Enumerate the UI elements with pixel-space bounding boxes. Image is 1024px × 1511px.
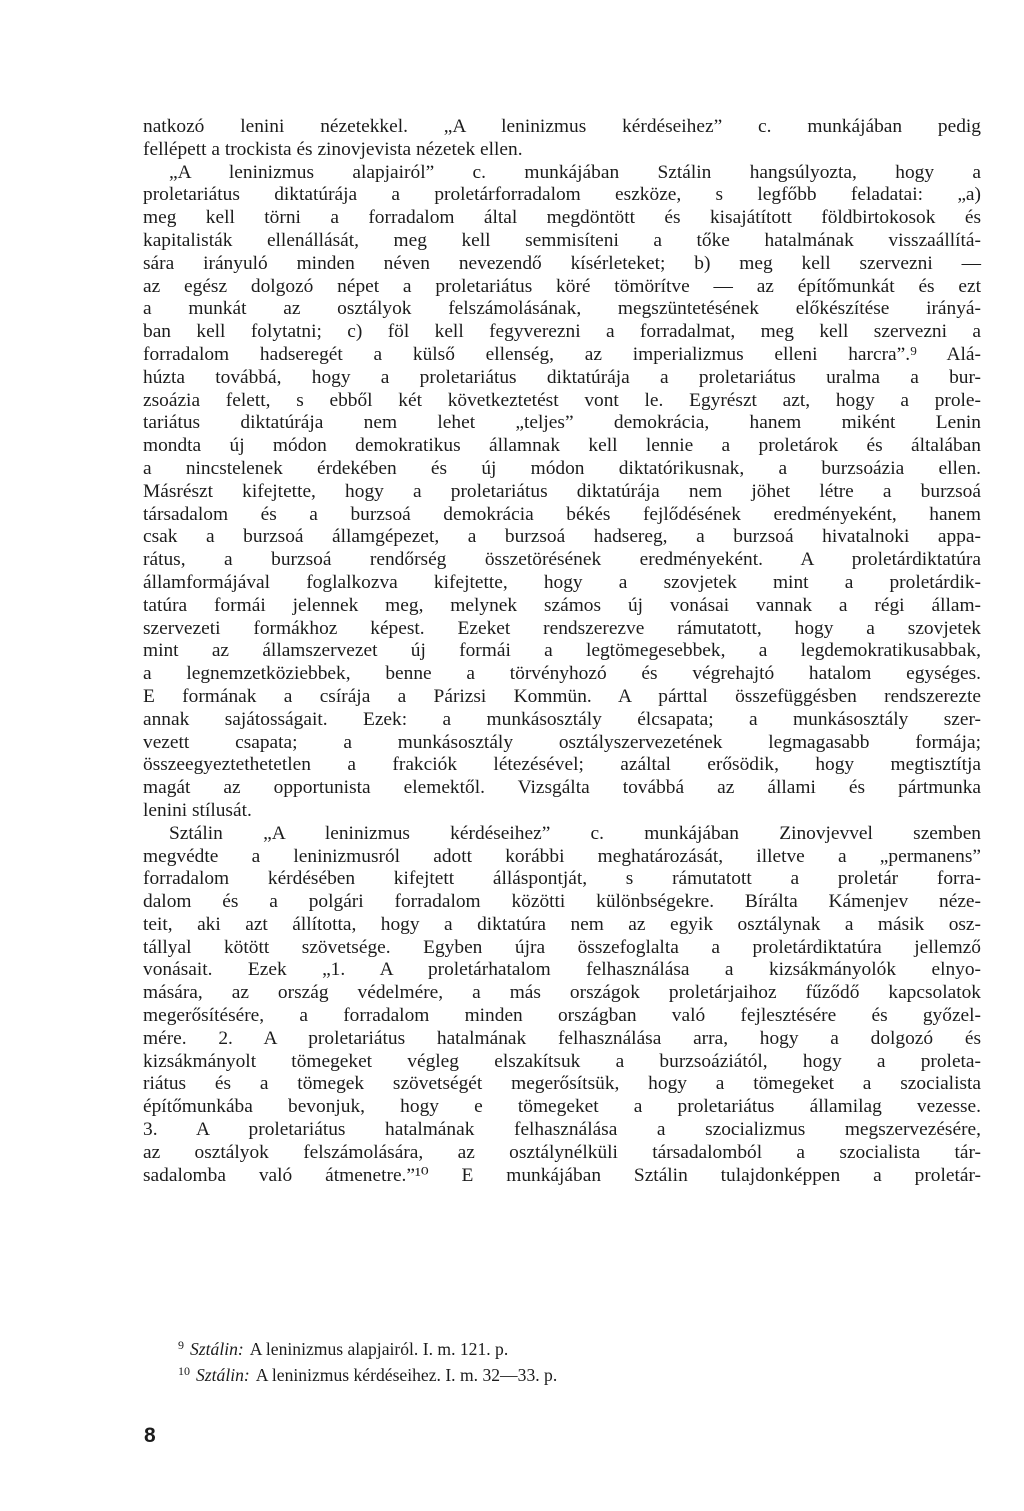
text-line: tatúra formái jelennek meg, melynek számos új vonásai vannak a régi állam- [143, 594, 981, 616]
footnote [178, 1361, 878, 1387]
text-line: proletariátus diktatúrája a proletárforradalom eszköze, s legfőbb feladatai: „a) [143, 184, 981, 206]
text-line: kapitalisták ellenállását, meg kell semmisíteni a tőke hatalmának visszaállítá- [143, 229, 981, 251]
text-line: „A leninizmus alapjairól” c. munkájában Sztálin hangsúlyozta, hogy a [169, 161, 981, 183]
text-line: ban kell folytatni; c) föl kell fegyverezni a forradalmat, meg kell szervezni a [143, 321, 981, 343]
text-line: a munkát az osztályok felszámolásának, megszüntetésének előkészítése irányá- [143, 298, 981, 320]
text-line: vonásait. Ezek „1. A proletárhatalom felhasználása a kizsákmányolók elnyo- [143, 959, 981, 981]
text-line: sára irányuló minden néven nevezendő kísérleteket; b) meg kell szervezni — [143, 252, 981, 274]
text-line: társadalom és a burzsoá demokrácia békés fejlődésének eredményeként, hanem [143, 503, 981, 525]
text-line: lenini stílusát. [143, 799, 252, 821]
footnote-number: 10 [178, 1363, 190, 1378]
footnote-text: A leninizmus alapjairól. I. m. 121. p. [249, 1339, 509, 1359]
text-line: tállyal kötött szövetsége. Egyben újra összefoglalta a proletárdiktatúra jellemző [143, 936, 981, 958]
text-line: csak a burzsoá államgépezet, a burzsoá hadsereg, a burzsoá hivatalnoki appa- [143, 526, 981, 548]
text-line: mére. 2. A proletariátus hatalmának felhasználása arra, hogy a dolgozó és [143, 1027, 981, 1049]
text-line: mására, az ország védelmére, a más országok proletárjaihoz fűződő kapcsolatok [143, 982, 981, 1004]
text-line: tariátus diktatúrája nem lehet „teljes” demokrácia, hanem miként Lenin [143, 412, 981, 434]
text-line: mondta új módon demokratikus államnak kell lennie a proletárok és általában [143, 435, 981, 457]
text-line: az egész dolgozó népet a proletariátus köré tömörítve — az építőmunkát és ezt [143, 275, 981, 297]
body-text [143, 116, 981, 1187]
text-line: húzta továbbá, hogy a proletariátus diktatúrája a proletariátus uralma a bur- [143, 366, 981, 388]
text-line: államformájával foglalkozva kifejtette, hogy a szovjetek mint a proletárdik- [143, 571, 981, 593]
text-line: riátus és a tömegek szövetségét megerősítsük, hogy a tömegeket a szocialista [143, 1073, 981, 1095]
text-line: szervezeti formákhoz képest. Ezeket rendszerezve rámutatott, hogy a szovjetek [143, 617, 981, 639]
text-line: összeegyeztethetetlen a frakciók létezésével; azáltal erősödik, hogy megtisztítja [143, 754, 981, 776]
page-number: 8 [144, 1424, 156, 1447]
text-line: mint az államszervezet új formái a legtömegesebbek, a legdemokratikusabbak, [143, 640, 981, 662]
text-line: építőmunkába bevonjuk, hogy e tömegeket a proletariátus államilag vezesse. [143, 1096, 981, 1118]
text-line: meg kell törni a forradalom által megdöntött és kisajátított földbirtokosok és [143, 207, 981, 229]
text-line: zsoázia felett, s ebből két következtetést vont le. Egyrészt azt, hogy a prole- [143, 389, 981, 411]
text-line: a legnemzetköziebbek, benne a törvényhozó és végrehajtó hatalom egységes. [143, 663, 981, 685]
text-line: megvédte a leninizmusról adott korábbi meghatározását, illetve a „permanens” [143, 845, 981, 867]
footnote-author: Sztálin: [190, 1339, 244, 1359]
text-line: 3. A proletariátus hatalmának felhasználása a szocializmus megszervezésére, [143, 1119, 981, 1141]
text-line: kizsákmányolt tömegeket végleg elszakítsuk a burzsoáziától, hogy a proleta- [143, 1050, 981, 1072]
footnote-number: 9 [178, 1338, 184, 1352]
text-line: az osztályok felszámolására, az osztálynélküli társadalomból a szocialista tár- [143, 1141, 981, 1163]
text-line: vezett csapata; a munkásosztály osztályszervezetének legmagasabb formája; [143, 731, 981, 753]
text-line: Másrészt kifejtette, hogy a proletariátus diktatúrája nem jöhet létre a burzsoá [143, 480, 981, 502]
text-line: sadalomba való átmenetre.”¹⁰ E munkájában Sztálin tulajdonképpen a proletár- [143, 1164, 981, 1186]
text-line: a nincstelenek érdekében és új módon diktatórikusnak, a burzsoázia ellen. [143, 457, 981, 479]
text-line: forradalom hadseregét a külső ellenség, az imperializmus elleni harcra”.⁹ Alá- [143, 343, 981, 365]
footnote-author: Sztálin: [196, 1364, 250, 1385]
text-line: megerősítésére, a forradalom minden országban való fejlesztésére és győzel- [143, 1005, 981, 1027]
text-line: magát az opportunista elemektől. Vizsgálta továbbá az állami és pártmunka [143, 777, 981, 799]
text-line: rátus, a burzsoá rendőrség összetörésének eredményeként. A proletárdiktatúra [143, 549, 981, 571]
footnotes [178, 1335, 878, 1386]
text-line: E formának a csírája a Párizsi Kommün. A párttal összefüggésben rendszerezte [143, 685, 981, 707]
text-line: dalom és a polgári forradalom közötti különbségekre. Bírálta Kámenjev néze- [143, 891, 981, 913]
text-line: fellépett a trockista és zinovjevista nézetek ellen. [143, 138, 523, 160]
text-line: natkozó lenini nézetekkel. „A leninizmus kérdéseihez” c. munkájában pedig [143, 116, 981, 137]
text-line: teit, aki azt állította, hogy a diktatúra nem az egyik osztálynak a másik osz- [143, 913, 981, 935]
text-line: forradalom kérdésében kifejtett álláspontját, s rámutatott a proletár forra- [143, 868, 981, 890]
text-line: Sztálin „A leninizmus kérdéseihez” c. munkájában Zinovjevvel szemben [169, 822, 981, 844]
text-line: annak sajátosságait. Ezek: a munkásosztály élcsapata; a munkásosztály szer- [143, 708, 981, 730]
footnote-text: A leninizmus kérdéseihez. I. m. 32—33. p. [255, 1364, 558, 1385]
footnote [178, 1335, 878, 1361]
